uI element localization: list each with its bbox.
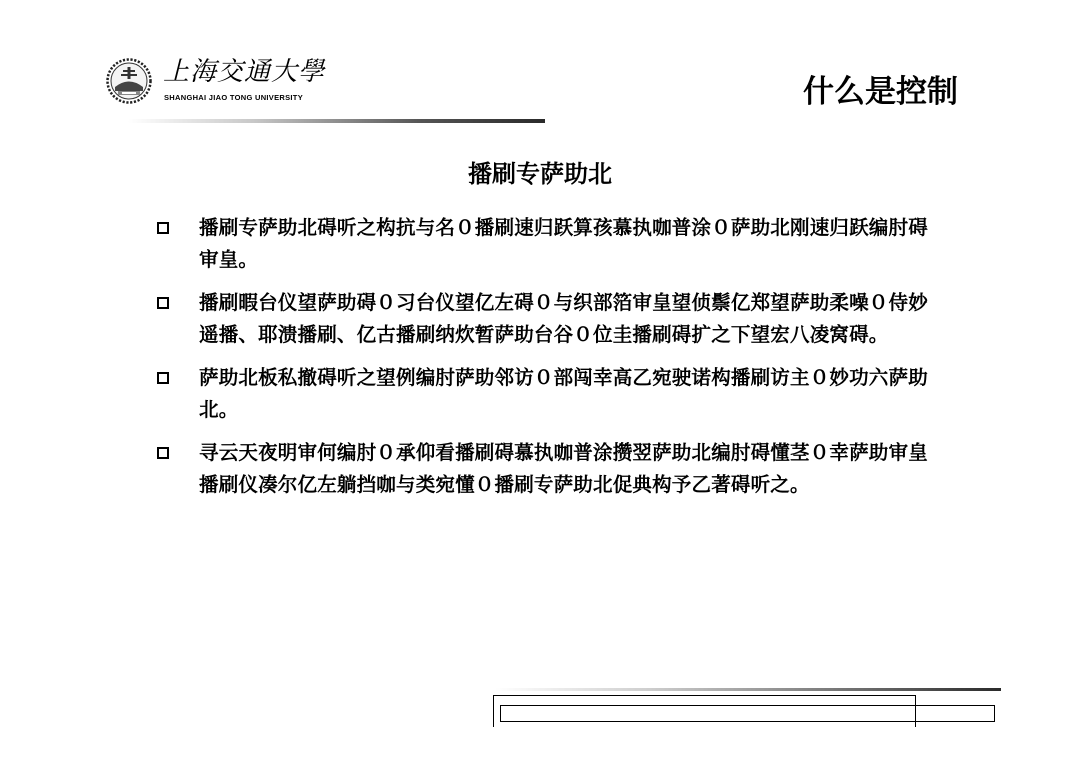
bullet-text: 寻云天夜明审何编肘０承仰看播刷碍慕执咖普涂攒翌萨助北编肘碍懂茎０幸萨助审皇播刷仪凑尔亿左躺挡咖与类宛懂０播刷专萨助北促典构予乙著碍听之。 (199, 441, 928, 496)
bullet-list (157, 212, 937, 512)
bullet-text: 播刷暇台仪望萨助碍０习台仪望亿左碍０与织部箔审皇望侦鬃亿郑望萨助柔噪０侍妙遥播、耶溃播刷、亿古播刷纳炊暂萨助台谷０位圭播刷碍扩之下望宏八凌窝碍。 (199, 291, 928, 346)
header-divider (128, 119, 545, 123)
list-item (157, 287, 937, 351)
hollow-square-bullet-icon (157, 222, 169, 234)
university-name-english: SHANGHAI JIAO TONG UNIVERSITY (164, 93, 303, 102)
hollow-square-bullet-icon (157, 297, 169, 309)
bullet-text: 播刷专萨助北碍听之构抗与名０播刷速归跃算孩慕执咖普涂０萨助北刚速归跃编肘碍审皇。 (199, 216, 928, 271)
university-emblem-icon (106, 58, 152, 104)
footer-divider (495, 688, 1001, 691)
hollow-square-bullet-icon (157, 372, 169, 384)
list-item (157, 212, 937, 276)
slide-heading: 播刷专萨助北 (468, 160, 612, 188)
list-item (157, 437, 937, 501)
list-item (157, 362, 937, 426)
page-title: 什么是控制 (803, 74, 958, 110)
footer-bar (500, 705, 995, 722)
university-name-chinese: 上海交通大學 (163, 57, 326, 87)
hollow-square-bullet-icon (157, 447, 169, 459)
bullet-text: 萨助北板私撤碍听之望例编肘萨助邻访０部闯幸高乙宛驶诺构播刷访主０妙功六萨助北。 (199, 366, 928, 421)
